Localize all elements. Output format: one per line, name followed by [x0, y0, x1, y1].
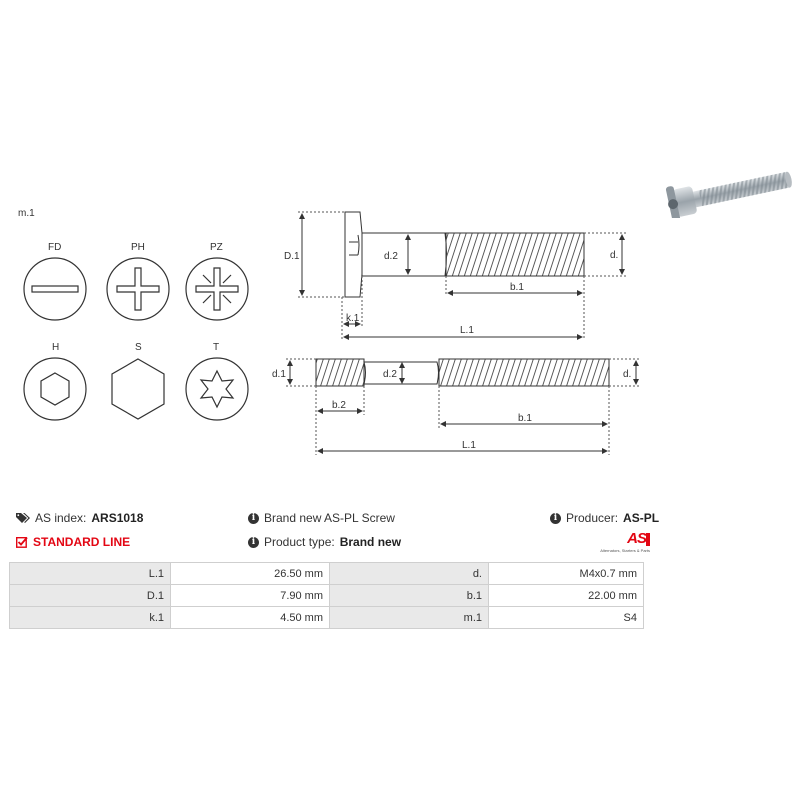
dim-k1: k.1	[346, 313, 360, 324]
table-row	[10, 563, 644, 585]
spec-key: d.	[330, 563, 489, 585]
phillips-head-icon	[107, 258, 169, 320]
brand-text: Brand new AS-PL Screw	[264, 511, 395, 525]
producer-value: AS-PL	[623, 511, 660, 525]
head-icons	[0, 0, 260, 430]
spec-value: M4x0.7 mm	[489, 563, 644, 585]
head-label-ph: PH	[131, 242, 145, 253]
m-label: m.1	[18, 208, 35, 219]
producer	[550, 511, 659, 525]
screw2-thread-left	[316, 359, 364, 386]
table-row	[10, 585, 644, 607]
spec-value: 26.50 mm	[171, 563, 330, 585]
table-row	[10, 607, 644, 629]
spec-key: b.1	[330, 585, 489, 607]
logo-text: AS	[627, 530, 646, 547]
dim-L1: L.1	[460, 325, 474, 336]
logo-tagline: Alternators, Starters & Parts	[600, 548, 650, 553]
dim-b1: b.1	[510, 282, 524, 293]
as-index-label: AS index:	[35, 511, 87, 525]
product-type	[248, 535, 401, 549]
spec-key: k.1	[10, 607, 171, 629]
product-photo	[660, 168, 800, 218]
dim2-L1: L.1	[462, 440, 476, 451]
product-type-value: Brand new	[339, 535, 402, 549]
slotted-head-icon	[24, 258, 86, 320]
dim-d: d.	[610, 250, 619, 261]
torx-head-icon	[186, 358, 248, 420]
head-label-h: H	[52, 342, 60, 353]
logo-bar	[646, 533, 650, 546]
info-icon: i	[248, 537, 259, 548]
dim-d2: d.2	[384, 251, 398, 262]
spec-key: D.1	[10, 585, 171, 607]
as-pl-logo	[584, 530, 650, 554]
as-index	[16, 511, 143, 525]
standard-line	[16, 535, 130, 549]
as-index-value: ARS1018	[91, 511, 144, 525]
tags-icon	[16, 512, 30, 524]
info-icon: i	[248, 513, 259, 524]
head-label-fd: FD	[48, 242, 62, 253]
spec-value: 7.90 mm	[171, 585, 330, 607]
info-icon: i	[550, 513, 561, 524]
spec-value: 22.00 mm	[489, 585, 644, 607]
head-label-t: T	[213, 342, 220, 353]
dim2-d2: d.2	[383, 369, 397, 380]
checkbox-checked-icon	[16, 536, 28, 548]
head-label-s: S	[135, 342, 142, 353]
dim2-b2: b.2	[332, 400, 346, 411]
specs-table	[9, 562, 644, 629]
brand-info	[248, 511, 395, 525]
dim2-d1: d.1	[272, 369, 286, 380]
spec-key: m.1	[330, 607, 489, 629]
screw2-thread-right	[439, 359, 609, 386]
product-type-label: Product type:	[264, 535, 335, 549]
dim2-d: d.	[623, 369, 632, 380]
spec-key: L.1	[10, 563, 171, 585]
dim-D1: D.1	[284, 251, 300, 262]
spec-value: 4.50 mm	[171, 607, 330, 629]
standard-line-label: STANDARD LINE	[33, 535, 131, 549]
screw1-thread	[446, 233, 584, 276]
pozidriv-head-icon	[186, 258, 248, 320]
screw-dimension-drawing	[270, 200, 650, 470]
dim2-b1: b.1	[518, 413, 532, 424]
hex-head-icon	[112, 359, 164, 419]
screw1-shank	[362, 233, 447, 276]
spec-value: S4	[489, 607, 644, 629]
screw2-shank	[364, 362, 439, 384]
producer-label: Producer:	[566, 511, 619, 525]
head-label-pz: PZ	[210, 242, 223, 253]
hex-socket-head-icon	[24, 358, 86, 420]
